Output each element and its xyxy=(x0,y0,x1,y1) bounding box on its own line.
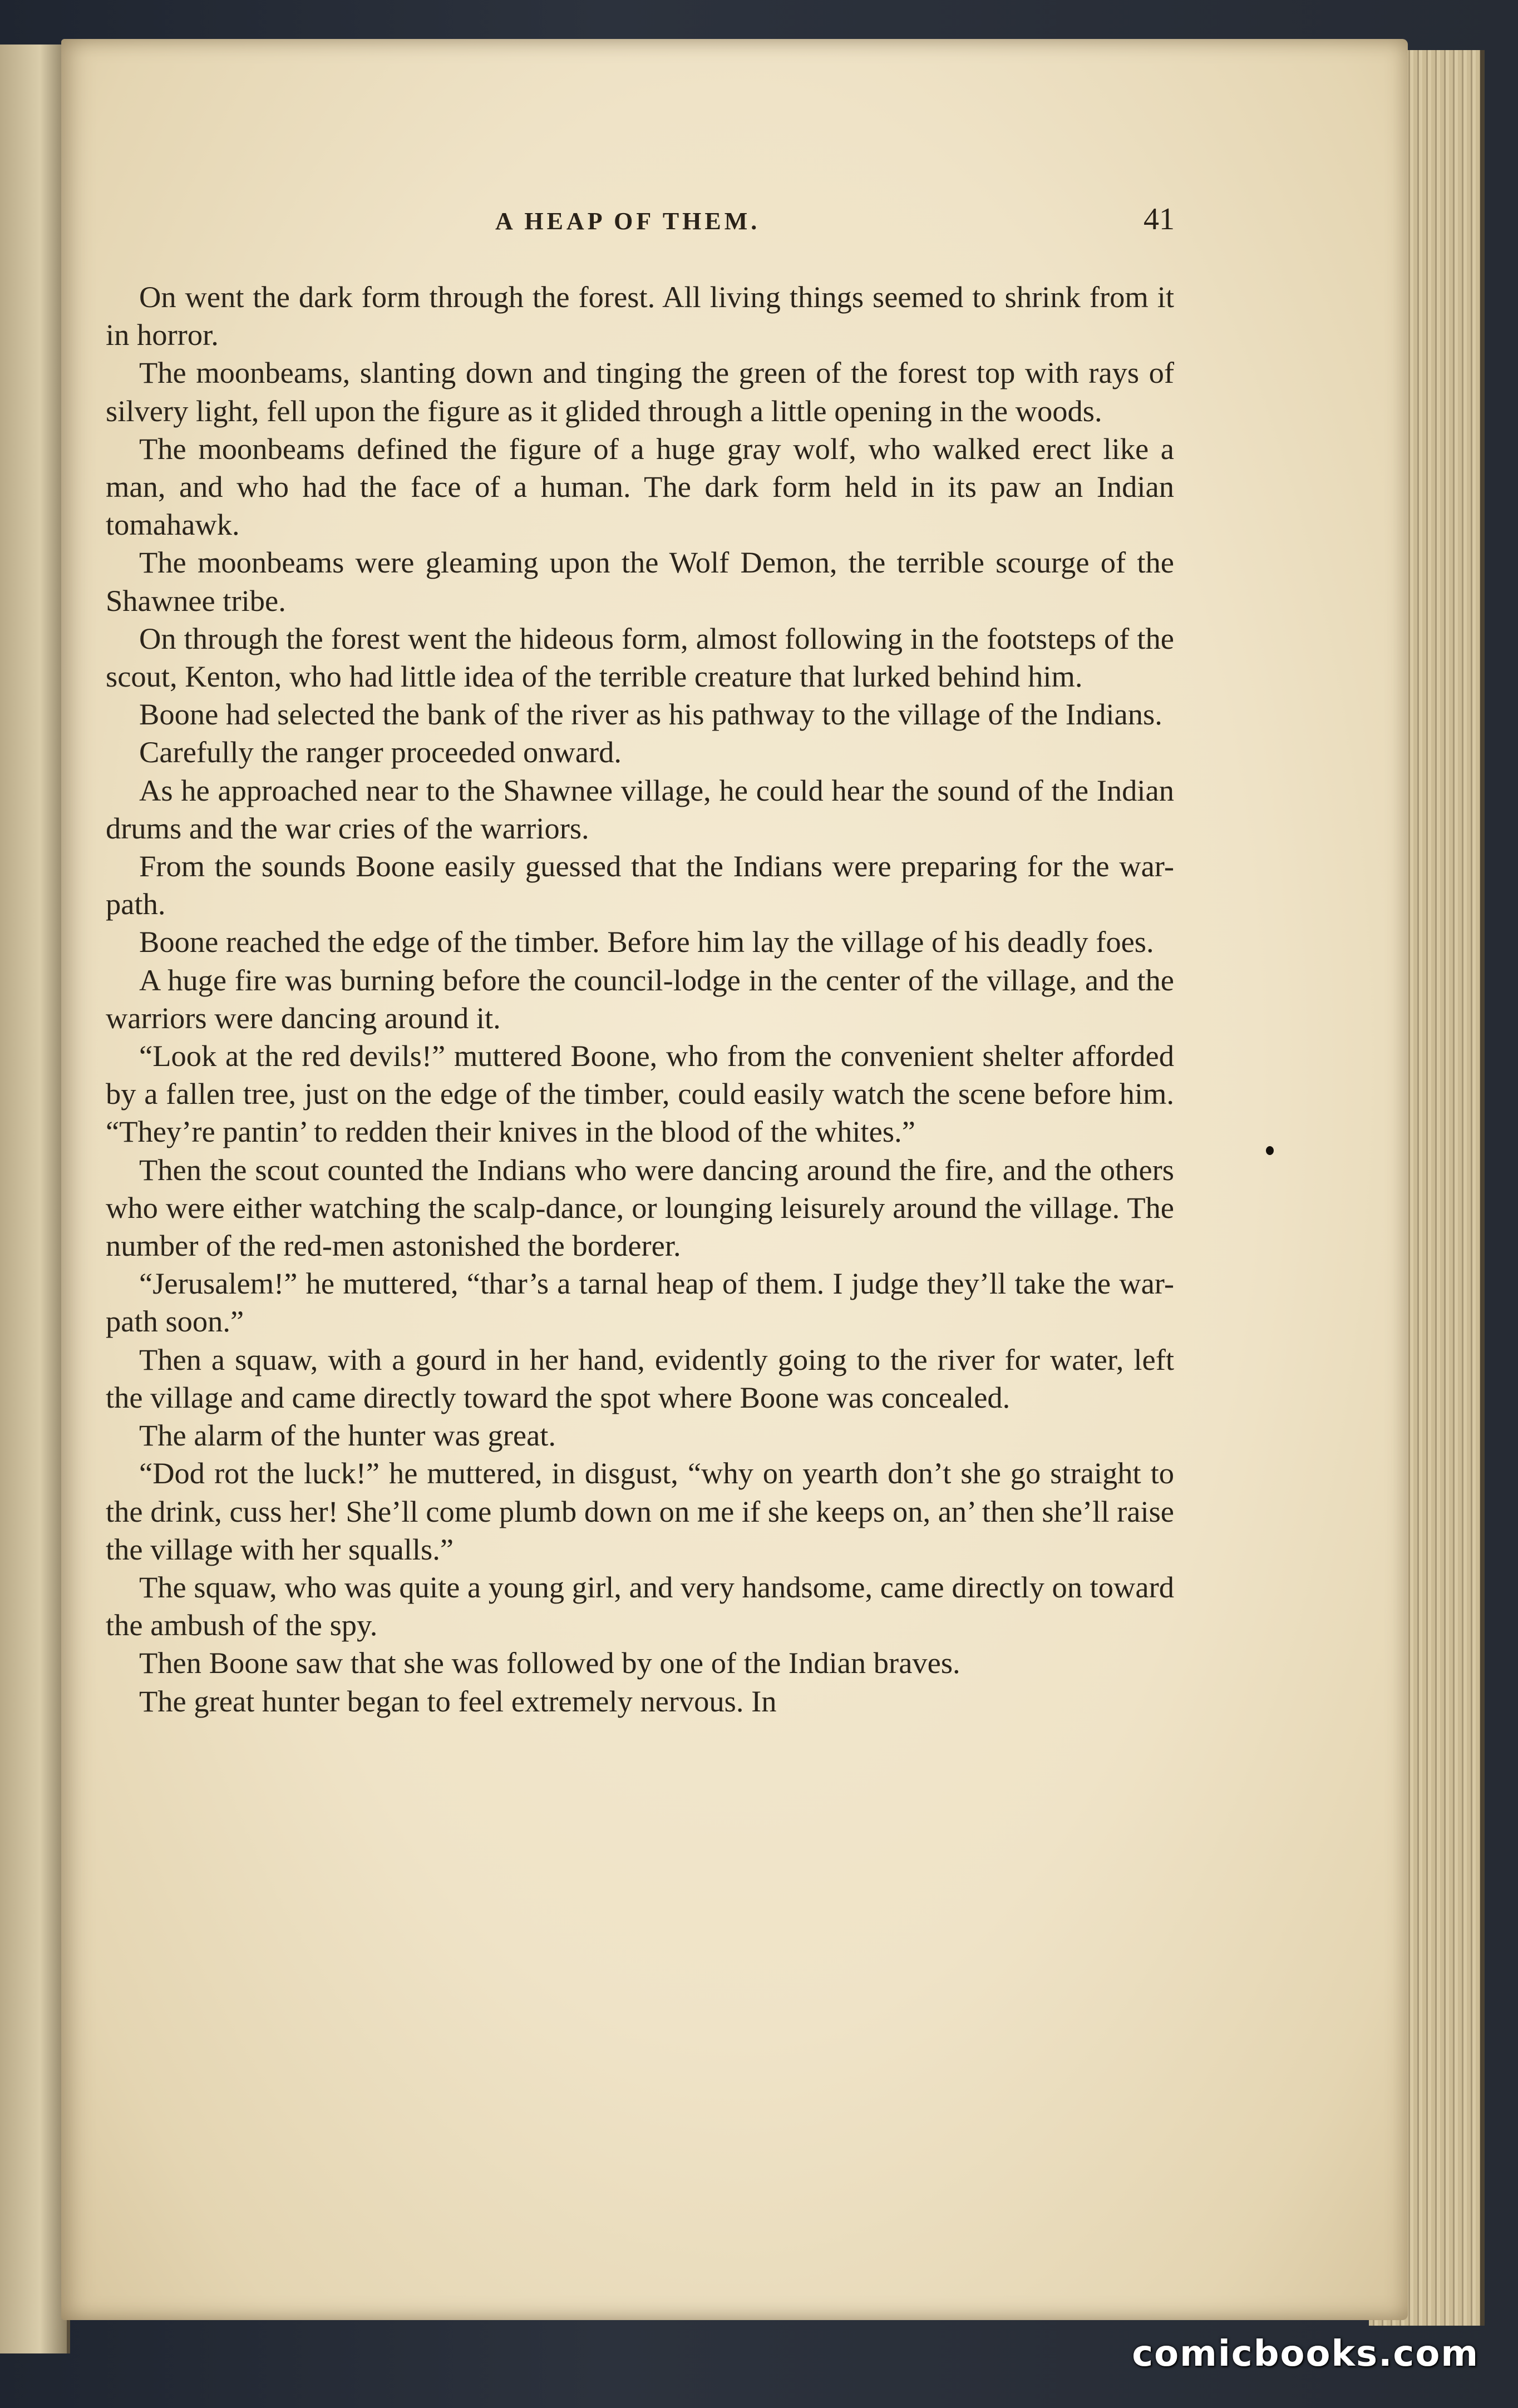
paragraph: From the sounds Boone easily guessed that the Indians were preparing for the war-path. xyxy=(106,849,1174,921)
paragraph: Then Boone saw that she was followed by one of the Indian braves. xyxy=(139,1646,960,1680)
paragraph: On through the forest went the hideous form, almost following in the footsteps of the scout, Kenton, who had little idea of the terrible creature that lurked behind him. xyxy=(106,621,1174,694)
paragraph: A huge fire was burning before the council-lodge in the center of the village, and the warriors were dancing around it. xyxy=(106,963,1174,1035)
paragraph: The alarm of the hunter was great. xyxy=(139,1418,556,1453)
paragraph: The moonbeams were gleaming upon the Wolf Demon, the terrible scourge of the Shawnee tribe. xyxy=(106,545,1174,618)
paragraph: Then the scout counted the Indians who were dancing around the fire, and the others who were either watching the scalp-dance, or lounging leisurely around the village. The number of the red-men astonished the borderer. xyxy=(106,1152,1174,1263)
paragraph: Boone had selected the bank of the river as his pathway to the village of the Indians. xyxy=(139,697,1162,732)
paragraph: On went the dark form through the forest. All living things seemed to shrink from it in horror. xyxy=(106,280,1174,352)
paragraph: The squaw, who was quite a young girl, and very handsome, came directly on toward the ambush of the spy. xyxy=(106,1570,1174,1642)
paragraph: The great hunter began to feel extremely nervous. In xyxy=(139,1684,777,1718)
paragraph: “Look at the red devils!” muttered Boone, who from the convenient shelter afforded by a fallen tree, just on the edge of the timber, could easily watch the scene before him. “They’re pantin’ to redden their knives in the blood of the whites.” xyxy=(106,1039,1174,1149)
running-title: A HEAP OF THEM. xyxy=(495,208,761,235)
watermark-logo: comicbooks.com xyxy=(1132,2333,1479,2375)
body-text xyxy=(106,278,1174,2148)
paragraph: Then a squaw, with a gourd in her hand, evidently going to the river for water, left the village and came directly toward the spot where Boone was concealed. xyxy=(106,1342,1174,1414)
page-number: 41 xyxy=(1144,202,1175,236)
ink-speck-icon xyxy=(1266,1146,1274,1155)
paragraph: As he approached near to the Shawnee village, he could hear the sound of the Indian drums and the war cries of the warriors. xyxy=(106,773,1174,845)
paragraph: Carefully the ranger proceeded onward. xyxy=(139,735,622,769)
paragraph: The moonbeams defined the figure of a huge gray wolf, who walked erect like a man, and who had the face of a human. The dark form held in its paw an Indian tomahawk. xyxy=(106,431,1174,542)
paragraph: The moonbeams, slanting down and tinging the green of the forest top with rays of silvery light, fell upon the figure as it glided through a little opening in the woods. xyxy=(106,356,1174,428)
left-page-edge xyxy=(0,45,70,2353)
paragraph: Boone reached the edge of the timber. Before him lay the village of his deadly foes. xyxy=(139,925,1154,959)
paragraph: “Dod rot the luck!” he muttered, in disgust, “why on yearth don’t she go straight to the drink, cuss her! She’ll come plumb down on me if she keeps on, an’ then she’ll raise the village with her squalls.” xyxy=(106,1456,1174,1566)
paragraph: “Jerusalem!” he muttered, “thar’s a tarnal heap of them. I judge they’ll take the war-path soon.” xyxy=(106,1266,1174,1339)
